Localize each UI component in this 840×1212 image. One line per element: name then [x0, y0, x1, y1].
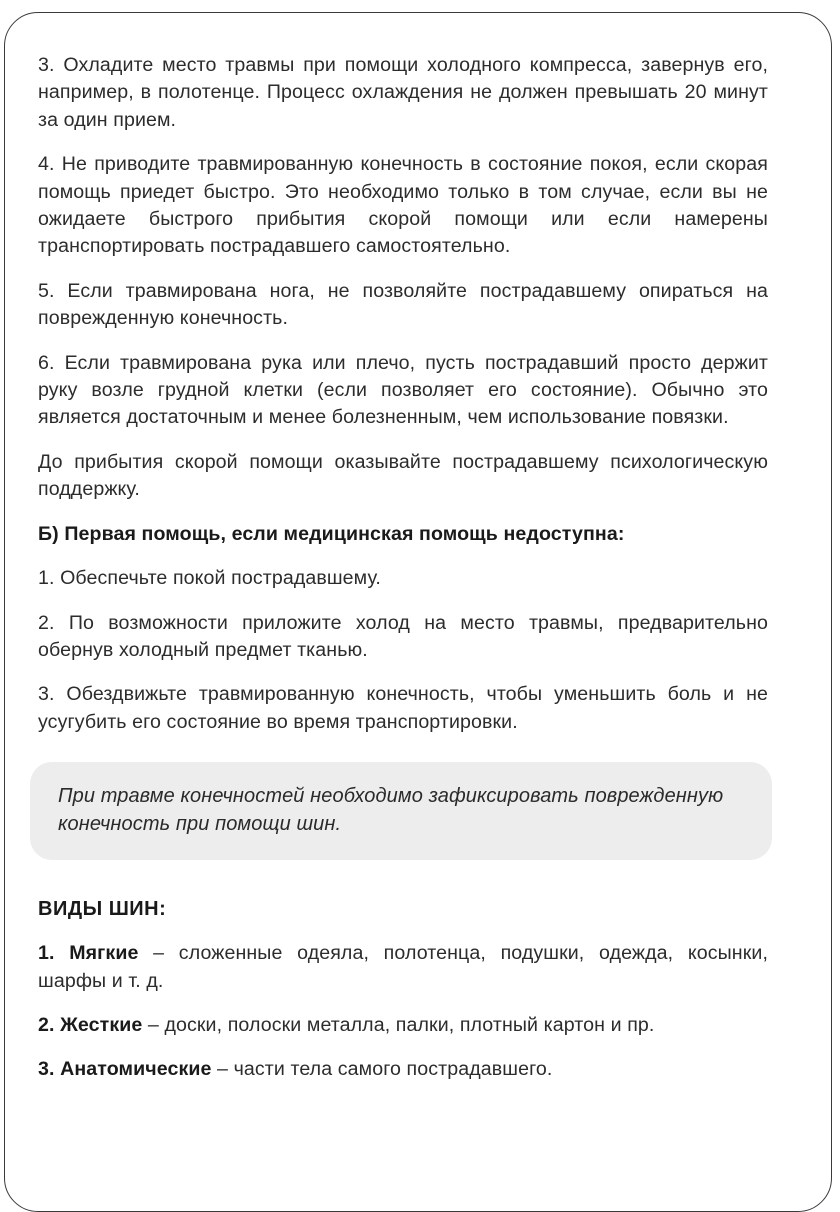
- paragraph-b-2: 2. По возможности приложите холод на место травмы, предварительно обернув холодный предмет тканью.: [38, 611, 768, 661]
- document-content: [38, 52, 768, 1084]
- splint-description: – сложенные одеяла, полотенца, подушки, одежда, косынки, шарфы и т. д.: [38, 942, 768, 992]
- paragraph-leg: 5. Если травмирована нога, не позволяйте пострадавшему опираться на поврежденную конечность.: [38, 279, 768, 330]
- splint-item-soft: [38, 940, 768, 995]
- paragraph-cooling: 3. Охладите место травмы при помощи холодного компресса, завернув его, например, в полотенце. Процесс охлаждения не должен превышать 20 минут за один прием.: [38, 54, 768, 131]
- splint-description: – доски, полоски металла, палки, плотный картон и пр.: [142, 1013, 655, 1036]
- splint-term: 3. Анатомические: [38, 1058, 212, 1081]
- splint-description: – части тела самого пострадавшего.: [211, 1058, 553, 1081]
- callout-text: При травме конечностей необходимо зафиксировать поврежденную конечность при помощи шин.: [58, 785, 724, 836]
- splint-term: 2. Жесткие: [38, 1013, 143, 1036]
- splint-item-anatomical: [38, 1056, 768, 1083]
- paragraph-support: До прибытия скорой помощи оказывайте пострадавшему психологическую поддержку.: [38, 450, 768, 501]
- paragraph-b-1: 1. Обеспечьте покой пострадавшему.: [38, 567, 381, 590]
- splint-callout: [30, 762, 772, 860]
- subheading-no-medical-help: Б) Первая помощь, если медицинская помощь недоступна:: [38, 522, 625, 545]
- splint-item-rigid: [38, 1012, 768, 1039]
- splints-title: ВИДЫ ШИН:: [38, 898, 167, 921]
- paragraph-rest: 4. Не приводите травмированную конечность в состояние покоя, если скорая помощь приедет быстро. Это необходимо только в том случае, если вы не ожидаете быстрого прибытия скорой помощи или если намерены транспортировать пострадавшего самостоятельно.: [38, 153, 768, 258]
- splint-term: 1. Мягкие: [38, 942, 139, 965]
- paragraph-b-3: 3. Обездвижьте травмированную конечность, чтобы уменьшить боль и не усугубить его состояние во время транспортировки.: [38, 683, 768, 733]
- paragraph-arm: 6. Если травмирована рука или плечо, пусть пострадавший просто держит руку возле грудной клетки (если позволяет его состояние). Обычно это является достаточным и менее болезненным, чем использование повязки.: [38, 351, 768, 429]
